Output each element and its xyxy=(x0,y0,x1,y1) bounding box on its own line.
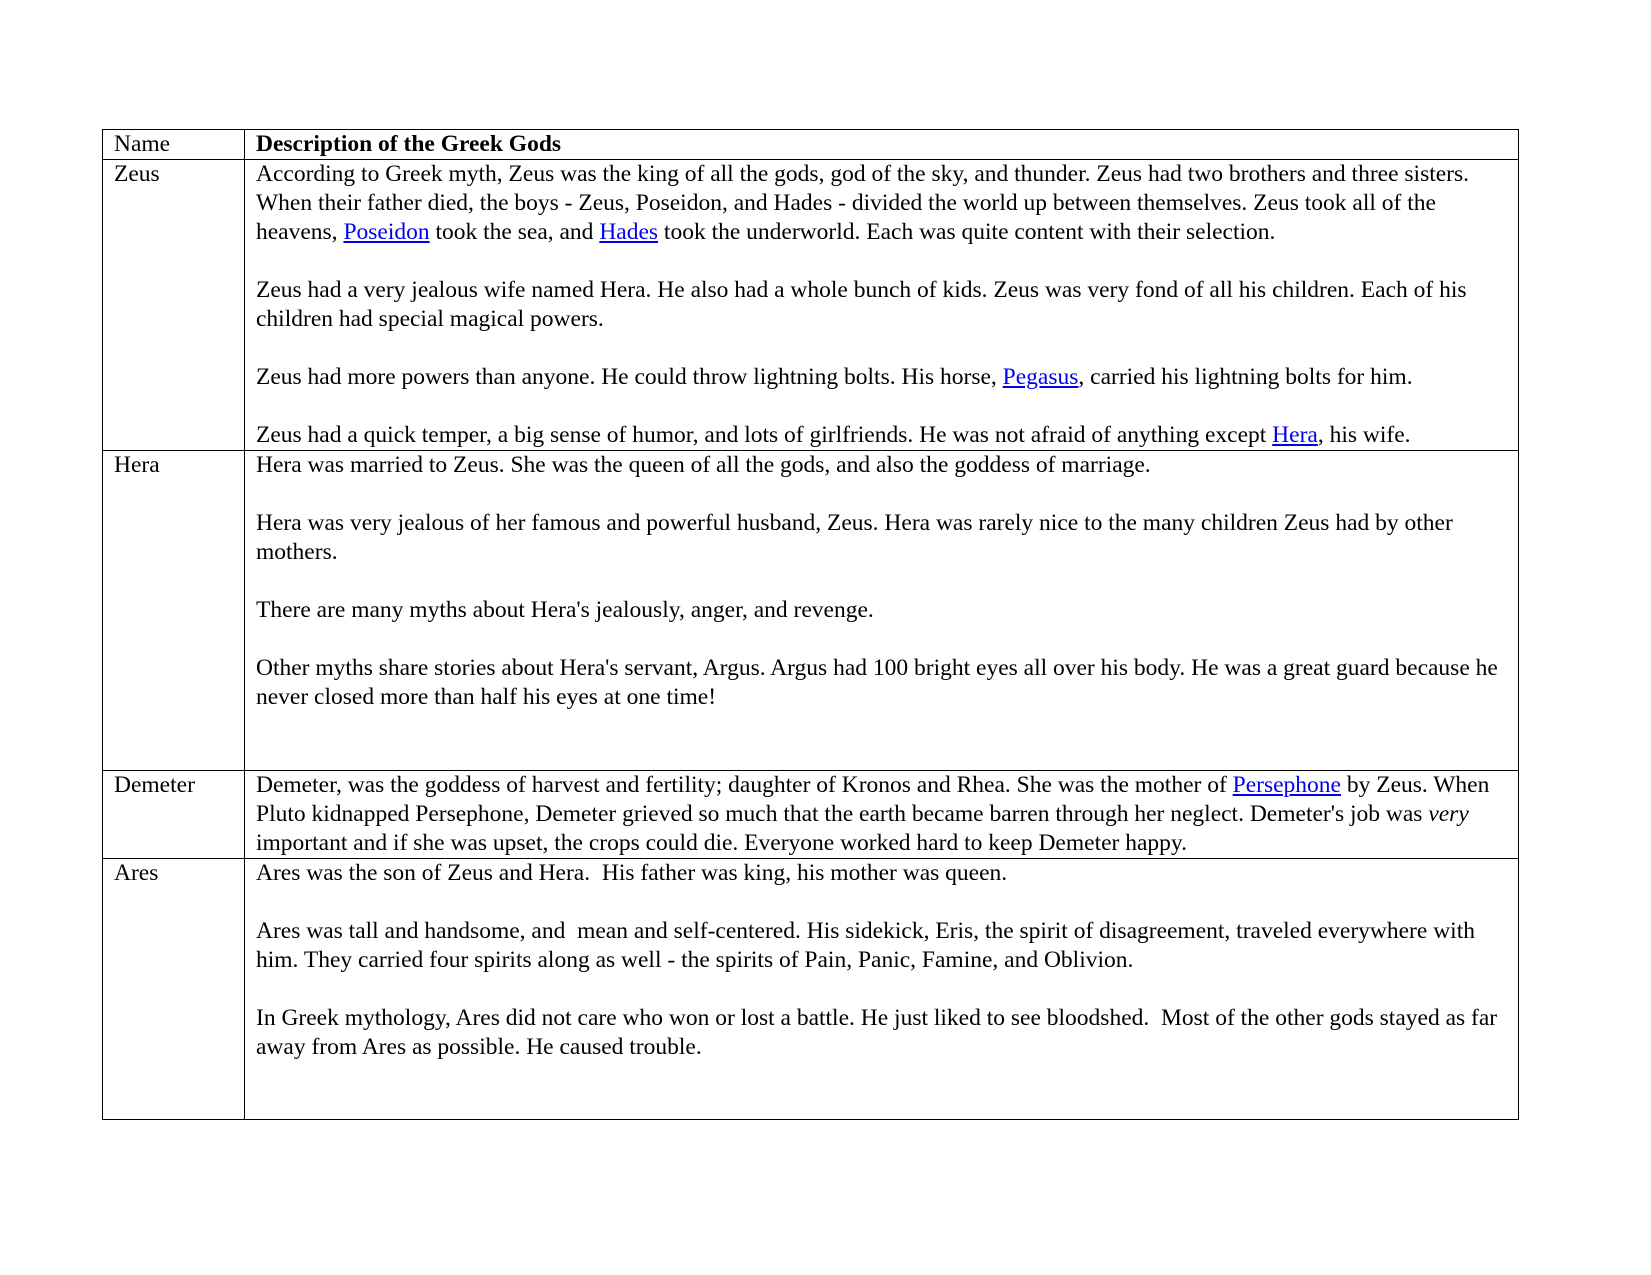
description-text: Other myths share stories about Hera's servant, Argus. Argus had 100 bright eyes all over his body. He was a great guard because he never closed more than half his eyes at one time! xyxy=(256,655,1504,710)
god-name-cell: Hera xyxy=(103,451,245,771)
description-text: According to Greek myth, Zeus was the king of all the gods, god of the sky, and thunder. Zeus had two brothers and three sisters. When their father died, the boys - Zeus, Poseidon, and Hades - divided the world up between themselves. Zeus took all of the heavens, xyxy=(256,161,1475,245)
description-text: Zeus had more powers than anyone. He could throw lightning bolts. His horse, xyxy=(256,364,1003,390)
link-persephone[interactable]: Persephone xyxy=(1232,772,1341,798)
description-paragraph xyxy=(256,451,1510,480)
description-paragraph xyxy=(256,509,1510,567)
table-row-zeus xyxy=(103,160,1519,451)
description-text: Hera was married to Zeus. She was the queen of all the gods, and also the goddess of marriage. xyxy=(256,452,1151,478)
description-text: , his wife. xyxy=(1317,422,1411,448)
description-paragraph xyxy=(256,421,1510,450)
description-paragraph xyxy=(256,363,1510,392)
description-text: Hera was very jealous of her famous and powerful husband, Zeus. Hera was rarely nice to the many children Zeus had by other mothers. xyxy=(256,510,1459,565)
description-paragraph xyxy=(256,160,1510,247)
description-text: Demeter, was the goddess of harvest and fertility; daughter of Kronos and Rhea. She was the mother of xyxy=(256,772,1233,798)
god-name-cell: Zeus xyxy=(103,160,245,451)
description-text: took the sea, and xyxy=(429,219,600,245)
description-paragraph xyxy=(256,276,1510,334)
description-paragraph xyxy=(256,917,1510,975)
greek-gods-table xyxy=(102,129,1519,1120)
description-paragraph xyxy=(256,859,1510,888)
description-text: Ares was tall and handsome, and mean and self-centered. His sidekick, Eris, the spirit of disagreement, traveled everywhere with him. They carried four spirits along as well - the spirits of Pain, Panic, Famine, and Oblivion. xyxy=(256,918,1481,973)
description-text: took the underworld. Each was quite content with their selection. xyxy=(658,219,1276,245)
link-pegasus[interactable]: Pegasus xyxy=(1002,364,1079,390)
table-row-demeter xyxy=(103,771,1519,859)
header-description-cell: Description of the Greek Gods xyxy=(245,130,1519,160)
description-text: Ares was the son of Zeus and Hera. His father was king, his mother was queen. xyxy=(256,860,1008,886)
description-text: Zeus had a very jealous wife named Hera. He also had a whole bunch of kids. Zeus was very fond of all his children. Each of his children had special magical powers. xyxy=(256,277,1473,332)
description-paragraph xyxy=(256,1004,1510,1062)
description-text: by Zeus. When Pluto kidnapped Persephone, Demeter grieved so much that the earth became barren through her neglect. Demeter's job was xyxy=(256,772,1496,827)
god-name-cell: Ares xyxy=(103,859,245,1120)
description-text: Zeus had a quick temper, a big sense of humor, and lots of girlfriends. He was not afraid of anything except xyxy=(256,422,1273,448)
description-paragraph xyxy=(256,596,1510,625)
header-name-cell: Name xyxy=(103,130,245,160)
link-poseidon[interactable]: Poseidon xyxy=(343,219,430,245)
link-hera[interactable]: Hera xyxy=(1272,422,1318,448)
god-description-cell xyxy=(245,160,1519,451)
table-row-hera xyxy=(103,451,1519,771)
table-header-row xyxy=(103,130,1519,160)
god-name-cell: Demeter xyxy=(103,771,245,859)
god-description-cell xyxy=(245,859,1519,1120)
description-text: , carried his lightning bolts for him. xyxy=(1078,364,1413,390)
table-row-ares xyxy=(103,859,1519,1120)
description-paragraph xyxy=(256,771,1510,858)
god-description-cell xyxy=(245,771,1519,859)
description-text: There are many myths about Hera's jealously, anger, and revenge. xyxy=(256,597,874,623)
description-text: In Greek mythology, Ares did not care who won or lost a battle. He just liked to see bloodshed. Most of the other gods stayed as far away from Ares as possible. He caused trouble. xyxy=(256,1005,1503,1060)
god-description-cell xyxy=(245,451,1519,771)
description-paragraph xyxy=(256,654,1510,712)
emphasis-text: very xyxy=(1428,801,1469,827)
description-text: important and if she was upset, the crops could die. Everyone worked hard to keep Demeter happy. xyxy=(256,801,1475,856)
link-hades[interactable]: Hades xyxy=(599,219,659,245)
